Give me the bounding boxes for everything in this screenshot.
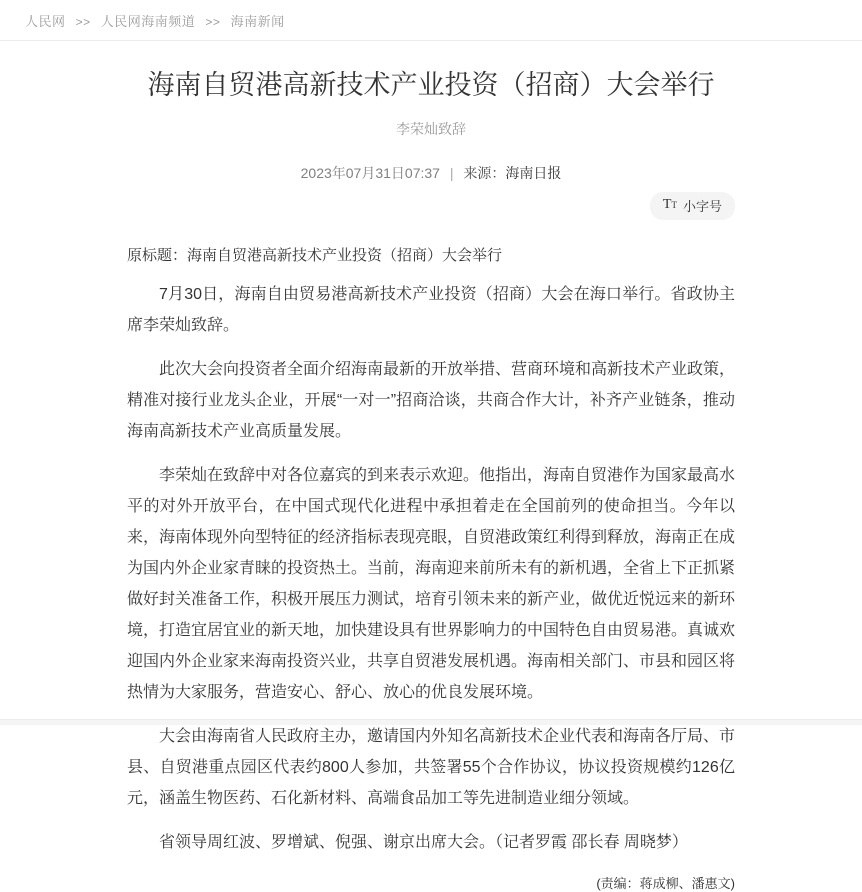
source-link[interactable]: 海南日报 [505,164,562,181]
breadcrumb-link-peoples-net[interactable]: 人民网 [25,14,66,29]
breadcrumb-link-hainan-channel[interactable]: 人民网海南频道 [100,14,196,29]
article-paragraph: 省领导周红波、罗增斌、倪强、谢京出席大会。（记者罗霞 邵长春 周晓梦） [159,833,688,851]
font-size-icon-big-t: T [662,197,672,213]
page-title: 海南自贸港高新技术产业投资（招商）大会举行 [147,70,715,100]
article-toolbar [127,192,735,220]
article-content [127,69,735,892]
breadcrumb [0,0,862,40]
article-paragraph: 7月30日，海南自由贸易港高新技术产业投资（招商）大会在海口举行。省政协主席李荣灿致辞。 [127,285,735,334]
breadcrumb-link-hainan-news[interactable]: 海南新闻 [230,14,285,29]
article-paragraph: 此次大会向投资者全面介绍海南最新的开放举措、营商环境和高新技术产业政策，精准对接行业龙头企业，开展“一对一”招商洽谈，共商合作大计，补齐产业链条，推动海南高新技术产业高质量发展。 [127,360,736,440]
source-label: 来源： [463,164,506,181]
meta-separator: | [449,164,454,181]
breadcrumb-separator: >> [75,15,91,29]
breadcrumb-separator: >> [205,15,221,29]
article-paragraph: 大会由海南省人民政府主办，邀请国内外知名高新技术企业代表和海南各厅局、市县、自贸港重点园区代表约800人参加，共签署55个合作协议，协议投资规模约126亿元，涵盖生物医药、石化新材料、高端食品加工等先进制造业细分领域。 [127,727,736,807]
header-divider [0,40,862,41]
article-meta [127,163,735,183]
original-title: 原标题：海南自贸港高新技术产业投资（招商）大会举行 [127,246,503,264]
font-size-icon-small-t: T [671,200,677,211]
font-size-label: 小字号 [682,198,722,214]
article-subtitle: 李荣灿致辞 [396,120,466,137]
font-size-icon [663,198,677,212]
footer-strip [0,719,862,725]
publish-date: 2023年07月31日07:37 [300,164,440,181]
editor-credit: (责编：蒋成柳、潘惠文) [596,875,735,891]
article-paragraph: 李荣灿在致辞中对各位嘉宾的到来表示欢迎。他指出，海南自贸港作为国家最高水平的对外开放平台，在中国式现代化进程中承担着走在全国前列的使命担当。今年以来，海南体现外向型特征的经济指标表现亮眼，自贸港政策红利得到释放，海南正在成为国内外企业家青睐的投资热土。当前，海南迎来前所未有的新机遇，全省上下正抓紧做好封关准备工作，积极开展压力测试，培育引领未来的新产业，做优近悦远来的新环境，打造宜居宜业的新天地，加快建设具有世界影响力的中国特色自由贸易港。真诚欢迎国内外企业家来海南投资兴业，共享自贸港发展机遇。海南相关部门、市县和园区将热情为大家服务，营造安心、舒心、放心的优良发展环境。 [127,466,736,701]
font-size-button[interactable] [650,192,735,220]
